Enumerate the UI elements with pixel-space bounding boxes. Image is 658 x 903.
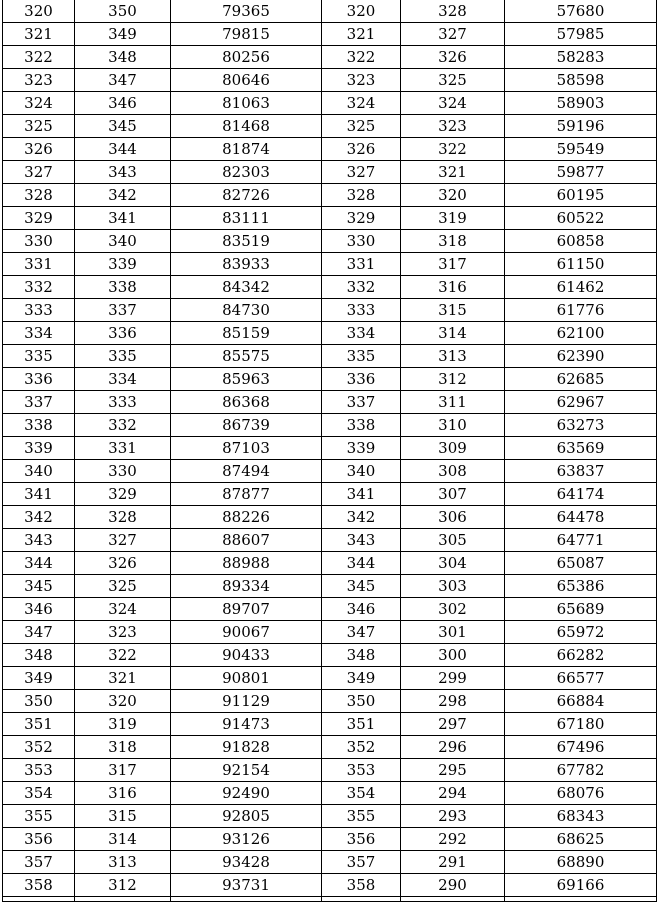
cumulative-count-cell: 89334 xyxy=(171,575,322,598)
table-row xyxy=(3,46,657,69)
score-cell: 329 xyxy=(3,207,75,230)
cumulative-count-cell-2: 61776 xyxy=(505,299,657,322)
inverse-score-cell-2: 316 xyxy=(401,276,505,299)
table-row xyxy=(3,437,657,460)
score-cell: 323 xyxy=(3,69,75,92)
inverse-score-cell: 350 xyxy=(75,0,171,23)
table-row xyxy=(3,483,657,506)
score-cell: 345 xyxy=(3,575,75,598)
cumulative-count-cell: 92490 xyxy=(171,782,322,805)
inverse-score-cell: 322 xyxy=(75,644,171,667)
inverse-score-cell: 333 xyxy=(75,391,171,414)
cumulative-count-cell-2: 64771 xyxy=(505,529,657,552)
cumulative-count-cell: 79365 xyxy=(171,0,322,23)
cumulative-count-cell-2: 61150 xyxy=(505,253,657,276)
inverse-score-cell: 321 xyxy=(75,667,171,690)
inverse-score-cell: 326 xyxy=(75,552,171,575)
inverse-score-cell: 342 xyxy=(75,184,171,207)
score-cell-2: 324 xyxy=(322,92,401,115)
inverse-score-cell: 325 xyxy=(75,575,171,598)
table-row xyxy=(3,575,657,598)
inverse-score-cell: 343 xyxy=(75,161,171,184)
cumulative-count-cell: 91473 xyxy=(171,713,322,736)
score-cell-2: 340 xyxy=(322,460,401,483)
cumulative-count-cell: 87877 xyxy=(171,483,322,506)
inverse-score-cell-2: 323 xyxy=(401,115,505,138)
score-cell-2: 336 xyxy=(322,368,401,391)
cumulative-count-cell-2: 63837 xyxy=(505,460,657,483)
cumulative-count-cell: 92154 xyxy=(171,759,322,782)
score-cell: 330 xyxy=(3,230,75,253)
cumulative-count-cell: 87494 xyxy=(171,460,322,483)
cumulative-count-cell: 80646 xyxy=(171,69,322,92)
cumulative-count-cell-2: 63273 xyxy=(505,414,657,437)
inverse-score-cell-2: 317 xyxy=(401,253,505,276)
score-cell: 351 xyxy=(3,713,75,736)
inverse-score-cell: 349 xyxy=(75,23,171,46)
empty-cell xyxy=(505,897,657,902)
score-cell-2: 331 xyxy=(322,253,401,276)
score-cell: 336 xyxy=(3,368,75,391)
inverse-score-cell-2: 294 xyxy=(401,782,505,805)
cumulative-count-cell: 82726 xyxy=(171,184,322,207)
score-cell: 350 xyxy=(3,690,75,713)
score-cell-2: 348 xyxy=(322,644,401,667)
cumulative-count-cell: 81468 xyxy=(171,115,322,138)
score-cell-2: 356 xyxy=(322,828,401,851)
inverse-score-cell: 331 xyxy=(75,437,171,460)
score-cell-2: 355 xyxy=(322,805,401,828)
inverse-score-cell-2: 319 xyxy=(401,207,505,230)
inverse-score-cell: 334 xyxy=(75,368,171,391)
table-row xyxy=(3,552,657,575)
empty-cell xyxy=(75,897,171,902)
table-row xyxy=(3,667,657,690)
cumulative-count-cell: 88226 xyxy=(171,506,322,529)
cumulative-count-cell-2: 57985 xyxy=(505,23,657,46)
score-cell: 342 xyxy=(3,506,75,529)
inverse-score-cell-2: 303 xyxy=(401,575,505,598)
cumulative-count-cell: 90433 xyxy=(171,644,322,667)
score-cell: 346 xyxy=(3,598,75,621)
cumulative-count-cell: 79815 xyxy=(171,23,322,46)
inverse-score-cell: 320 xyxy=(75,690,171,713)
score-cell-2: 335 xyxy=(322,345,401,368)
inverse-score-cell-2: 308 xyxy=(401,460,505,483)
cumulative-count-cell: 91828 xyxy=(171,736,322,759)
cumulative-count-cell: 86739 xyxy=(171,414,322,437)
cumulative-count-cell-2: 57680 xyxy=(505,0,657,23)
cumulative-count-cell-2: 66884 xyxy=(505,690,657,713)
score-cell-2: 320 xyxy=(322,0,401,23)
cumulative-count-cell: 88607 xyxy=(171,529,322,552)
score-cell-2: 349 xyxy=(322,667,401,690)
inverse-score-cell: 338 xyxy=(75,276,171,299)
score-cell: 326 xyxy=(3,138,75,161)
table-row xyxy=(3,759,657,782)
score-cell: 321 xyxy=(3,23,75,46)
score-cell: 347 xyxy=(3,621,75,644)
score-cell: 344 xyxy=(3,552,75,575)
inverse-score-cell-2: 325 xyxy=(401,69,505,92)
cumulative-count-cell: 85575 xyxy=(171,345,322,368)
cumulative-count-cell-2: 66282 xyxy=(505,644,657,667)
inverse-score-cell: 314 xyxy=(75,828,171,851)
inverse-score-cell: 324 xyxy=(75,598,171,621)
score-cell: 332 xyxy=(3,276,75,299)
cumulative-count-cell-2: 68076 xyxy=(505,782,657,805)
score-cell-2: 337 xyxy=(322,391,401,414)
table-row xyxy=(3,828,657,851)
score-rank-table xyxy=(2,0,657,902)
inverse-score-cell: 348 xyxy=(75,46,171,69)
cumulative-count-cell-2: 58598 xyxy=(505,69,657,92)
inverse-score-cell-2: 305 xyxy=(401,529,505,552)
cumulative-count-cell-2: 59877 xyxy=(505,161,657,184)
score-cell-2: 350 xyxy=(322,690,401,713)
inverse-score-cell: 329 xyxy=(75,483,171,506)
table-row xyxy=(3,874,657,897)
inverse-score-cell: 313 xyxy=(75,851,171,874)
score-cell-2: 358 xyxy=(322,874,401,897)
inverse-score-cell-2: 313 xyxy=(401,345,505,368)
cumulative-count-cell: 88988 xyxy=(171,552,322,575)
table-row xyxy=(3,460,657,483)
inverse-score-cell-2: 321 xyxy=(401,161,505,184)
score-cell: 338 xyxy=(3,414,75,437)
table-row xyxy=(3,161,657,184)
cumulative-count-cell-2: 69166 xyxy=(505,874,657,897)
score-cell-2: 343 xyxy=(322,529,401,552)
cumulative-count-cell: 85159 xyxy=(171,322,322,345)
cumulative-count-cell-2: 58283 xyxy=(505,46,657,69)
inverse-score-cell-2: 291 xyxy=(401,851,505,874)
score-cell: 355 xyxy=(3,805,75,828)
score-cell-2: 354 xyxy=(322,782,401,805)
score-cell: 352 xyxy=(3,736,75,759)
table-body xyxy=(3,0,657,902)
cumulative-count-cell: 91129 xyxy=(171,690,322,713)
cumulative-count-cell-2: 62390 xyxy=(505,345,657,368)
score-cell-2: 346 xyxy=(322,598,401,621)
score-cell: 324 xyxy=(3,92,75,115)
inverse-score-cell: 337 xyxy=(75,299,171,322)
table-row xyxy=(3,69,657,92)
cumulative-count-cell: 84342 xyxy=(171,276,322,299)
cumulative-count-cell-2: 68625 xyxy=(505,828,657,851)
score-cell-2: 341 xyxy=(322,483,401,506)
inverse-score-cell: 317 xyxy=(75,759,171,782)
inverse-score-cell-2: 301 xyxy=(401,621,505,644)
inverse-score-cell-2: 298 xyxy=(401,690,505,713)
inverse-score-cell-2: 320 xyxy=(401,184,505,207)
cumulative-count-cell: 80256 xyxy=(171,46,322,69)
score-cell-2: 338 xyxy=(322,414,401,437)
inverse-score-cell: 336 xyxy=(75,322,171,345)
score-cell-2: 352 xyxy=(322,736,401,759)
inverse-score-cell: 335 xyxy=(75,345,171,368)
cumulative-count-cell-2: 67180 xyxy=(505,713,657,736)
inverse-score-cell-2: 324 xyxy=(401,92,505,115)
cumulative-count-cell-2: 62100 xyxy=(505,322,657,345)
score-cell-2: 347 xyxy=(322,621,401,644)
score-cell-2: 321 xyxy=(322,23,401,46)
cumulative-count-cell-2: 66577 xyxy=(505,667,657,690)
inverse-score-cell: 312 xyxy=(75,874,171,897)
score-cell: 331 xyxy=(3,253,75,276)
inverse-score-cell-2: 295 xyxy=(401,759,505,782)
table-row xyxy=(3,529,657,552)
score-cell: 358 xyxy=(3,874,75,897)
cumulative-count-cell-2: 61462 xyxy=(505,276,657,299)
cumulative-count-cell: 93731 xyxy=(171,874,322,897)
cumulative-count-cell: 83933 xyxy=(171,253,322,276)
score-cell-2: 351 xyxy=(322,713,401,736)
inverse-score-cell: 341 xyxy=(75,207,171,230)
score-cell-2: 326 xyxy=(322,138,401,161)
table-row xyxy=(3,690,657,713)
table-row xyxy=(3,368,657,391)
table-row xyxy=(3,207,657,230)
score-cell: 343 xyxy=(3,529,75,552)
cumulative-count-cell-2: 60522 xyxy=(505,207,657,230)
inverse-score-cell: 315 xyxy=(75,805,171,828)
cumulative-count-cell: 81063 xyxy=(171,92,322,115)
cumulative-count-cell-2: 65689 xyxy=(505,598,657,621)
inverse-score-cell-2: 312 xyxy=(401,368,505,391)
score-cell: 348 xyxy=(3,644,75,667)
inverse-score-cell: 346 xyxy=(75,92,171,115)
score-cell-2: 323 xyxy=(322,69,401,92)
inverse-score-cell-2: 328 xyxy=(401,0,505,23)
cumulative-count-cell: 86368 xyxy=(171,391,322,414)
table-row xyxy=(3,621,657,644)
cumulative-count-cell-2: 67782 xyxy=(505,759,657,782)
cumulative-count-cell-2: 62967 xyxy=(505,391,657,414)
table-row xyxy=(3,391,657,414)
score-cell-2: 345 xyxy=(322,575,401,598)
inverse-score-cell-2: 296 xyxy=(401,736,505,759)
inverse-score-cell: 323 xyxy=(75,621,171,644)
inverse-score-cell: 330 xyxy=(75,460,171,483)
inverse-score-cell-2: 299 xyxy=(401,667,505,690)
inverse-score-cell-2: 290 xyxy=(401,874,505,897)
inverse-score-cell-2: 304 xyxy=(401,552,505,575)
score-cell: 357 xyxy=(3,851,75,874)
inverse-score-cell-2: 302 xyxy=(401,598,505,621)
table-row xyxy=(3,138,657,161)
score-cell-2: 339 xyxy=(322,437,401,460)
cumulative-count-cell-2: 65386 xyxy=(505,575,657,598)
cumulative-count-cell: 83111 xyxy=(171,207,322,230)
table-row xyxy=(3,184,657,207)
score-cell: 335 xyxy=(3,345,75,368)
inverse-score-cell: 347 xyxy=(75,69,171,92)
score-cell: 349 xyxy=(3,667,75,690)
cumulative-count-cell-2: 62685 xyxy=(505,368,657,391)
score-cell: 320 xyxy=(3,0,75,23)
score-cell: 334 xyxy=(3,322,75,345)
cumulative-count-cell-2: 60195 xyxy=(505,184,657,207)
table-row xyxy=(3,92,657,115)
score-cell: 341 xyxy=(3,483,75,506)
cumulative-count-cell-2: 68890 xyxy=(505,851,657,874)
inverse-score-cell-2: 314 xyxy=(401,322,505,345)
score-cell: 339 xyxy=(3,437,75,460)
cumulative-count-cell-2: 65972 xyxy=(505,621,657,644)
score-cell: 327 xyxy=(3,161,75,184)
table-row xyxy=(3,299,657,322)
score-cell-2: 330 xyxy=(322,230,401,253)
inverse-score-cell: 345 xyxy=(75,115,171,138)
inverse-score-cell-2: 306 xyxy=(401,506,505,529)
table-row xyxy=(3,598,657,621)
table-row xyxy=(3,230,657,253)
score-cell: 322 xyxy=(3,46,75,69)
score-cell: 340 xyxy=(3,460,75,483)
cumulative-count-cell: 81874 xyxy=(171,138,322,161)
table-row xyxy=(3,253,657,276)
score-cell-2: 322 xyxy=(322,46,401,69)
score-cell: 328 xyxy=(3,184,75,207)
table-row xyxy=(3,851,657,874)
cumulative-count-cell: 93126 xyxy=(171,828,322,851)
score-cell-2: 327 xyxy=(322,161,401,184)
score-cell-2: 332 xyxy=(322,276,401,299)
table-row xyxy=(3,805,657,828)
score-cell: 337 xyxy=(3,391,75,414)
score-cell-2: 329 xyxy=(322,207,401,230)
empty-cell xyxy=(3,897,75,902)
table-row xyxy=(3,115,657,138)
table-row xyxy=(3,782,657,805)
score-cell-2: 333 xyxy=(322,299,401,322)
cumulative-count-cell-2: 68343 xyxy=(505,805,657,828)
cumulative-count-cell: 84730 xyxy=(171,299,322,322)
cumulative-count-cell-2: 67496 xyxy=(505,736,657,759)
inverse-score-cell-2: 327 xyxy=(401,23,505,46)
inverse-score-cell-2: 293 xyxy=(401,805,505,828)
inverse-score-cell-2: 322 xyxy=(401,138,505,161)
cumulative-count-cell-2: 60858 xyxy=(505,230,657,253)
inverse-score-cell: 316 xyxy=(75,782,171,805)
score-cell-2: 344 xyxy=(322,552,401,575)
cumulative-count-cell: 90067 xyxy=(171,621,322,644)
cumulative-count-cell: 82303 xyxy=(171,161,322,184)
inverse-score-cell-2: 292 xyxy=(401,828,505,851)
table-row xyxy=(3,276,657,299)
cumulative-count-cell-2: 64174 xyxy=(505,483,657,506)
inverse-score-cell: 328 xyxy=(75,506,171,529)
table-row xyxy=(3,345,657,368)
cumulative-count-cell: 92805 xyxy=(171,805,322,828)
score-cell-2: 328 xyxy=(322,184,401,207)
table-row-partial xyxy=(3,897,657,902)
inverse-score-cell: 340 xyxy=(75,230,171,253)
inverse-score-cell: 344 xyxy=(75,138,171,161)
inverse-score-cell-2: 300 xyxy=(401,644,505,667)
empty-cell xyxy=(322,897,401,902)
score-cell: 325 xyxy=(3,115,75,138)
inverse-score-cell-2: 310 xyxy=(401,414,505,437)
score-cell-2: 353 xyxy=(322,759,401,782)
cumulative-count-cell-2: 59196 xyxy=(505,115,657,138)
cumulative-count-cell: 93428 xyxy=(171,851,322,874)
table-row xyxy=(3,644,657,667)
cumulative-count-cell: 90801 xyxy=(171,667,322,690)
table-row xyxy=(3,414,657,437)
cumulative-count-cell-2: 59549 xyxy=(505,138,657,161)
cumulative-count-cell: 85963 xyxy=(171,368,322,391)
table-row xyxy=(3,0,657,23)
score-cell: 354 xyxy=(3,782,75,805)
table-row xyxy=(3,713,657,736)
inverse-score-cell-2: 309 xyxy=(401,437,505,460)
inverse-score-cell: 318 xyxy=(75,736,171,759)
empty-cell xyxy=(401,897,505,902)
inverse-score-cell-2: 315 xyxy=(401,299,505,322)
inverse-score-cell: 339 xyxy=(75,253,171,276)
score-cell-2: 325 xyxy=(322,115,401,138)
score-cell: 356 xyxy=(3,828,75,851)
table-row xyxy=(3,736,657,759)
table-row xyxy=(3,506,657,529)
cumulative-count-cell-2: 58903 xyxy=(505,92,657,115)
inverse-score-cell-2: 311 xyxy=(401,391,505,414)
score-cell-2: 342 xyxy=(322,506,401,529)
table-row xyxy=(3,322,657,345)
cumulative-count-cell-2: 63569 xyxy=(505,437,657,460)
inverse-score-cell-2: 318 xyxy=(401,230,505,253)
score-cell: 353 xyxy=(3,759,75,782)
cumulative-count-cell-2: 64478 xyxy=(505,506,657,529)
table-row xyxy=(3,23,657,46)
inverse-score-cell: 332 xyxy=(75,414,171,437)
cumulative-count-cell: 89707 xyxy=(171,598,322,621)
inverse-score-cell-2: 297 xyxy=(401,713,505,736)
cumulative-count-cell: 87103 xyxy=(171,437,322,460)
empty-cell xyxy=(171,897,322,902)
inverse-score-cell: 327 xyxy=(75,529,171,552)
score-cell-2: 334 xyxy=(322,322,401,345)
score-cell: 333 xyxy=(3,299,75,322)
score-cell-2: 357 xyxy=(322,851,401,874)
inverse-score-cell-2: 326 xyxy=(401,46,505,69)
inverse-score-cell: 319 xyxy=(75,713,171,736)
cumulative-count-cell: 83519 xyxy=(171,230,322,253)
inverse-score-cell-2: 307 xyxy=(401,483,505,506)
cumulative-count-cell-2: 65087 xyxy=(505,552,657,575)
